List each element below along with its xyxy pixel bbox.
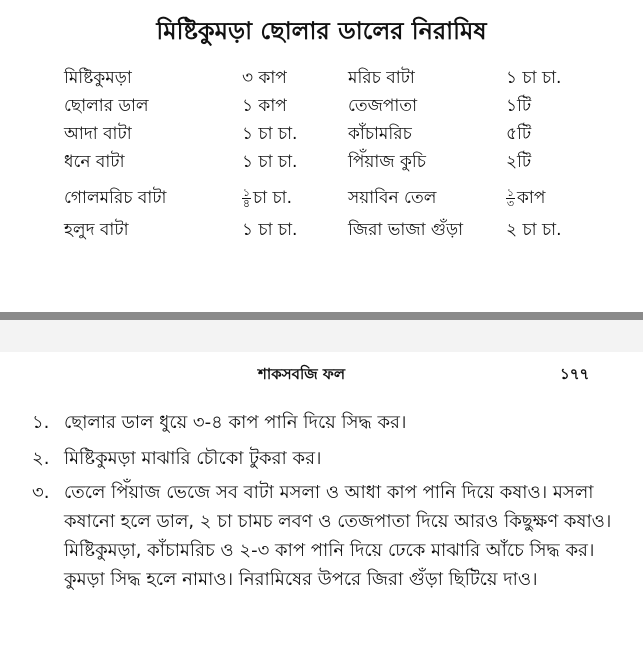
fraction-denominator: ৪ — [242, 196, 251, 210]
ingredient-name: সয়াবিন তেল — [348, 188, 437, 208]
qty-unit: কাপ — [517, 188, 546, 208]
section-header: শাকসবজি ফল — [258, 365, 346, 383]
ingredient-qty: ১ চা চা. — [506, 68, 562, 88]
ingredient-name: কাঁচামরিচ — [348, 124, 412, 144]
ingredient-qty: ৩ কাপ — [242, 68, 287, 88]
recipe-page-top — [0, 0, 643, 312]
fraction — [506, 185, 515, 210]
step-text: মিষ্টিকুমড়া মাঝারি চৌকো টুকরা কর। — [64, 448, 322, 469]
recipe-title: মিষ্টিকুমড়া ছোলার ডালের নিরামিষ — [156, 17, 487, 45]
fraction-denominator: ৩ — [506, 196, 515, 210]
ingredient-name: জিরা ভাজা গুঁড়া — [348, 220, 464, 240]
ingredient-qty: ২ চা চা. — [506, 220, 562, 240]
fraction-numerator: ১ — [242, 185, 251, 199]
step-text: তেলে পিঁয়াজ ভেজে সব বাটা মসলা ও আধা কাপ পানি দিয়ে কষাও। মসলা কষানো হলে ডাল, ২ চা চামচ লবণ ও তেজপাতা দিয়ে আরও কিছুক্ষণ কষাও। মিষ্টিকুমড়া, কাঁচামরিচ ও ২-৩ কাপ পানি দিয়ে ঢেকে মাঝারি আঁচে সিদ্ধ কর। কুমড়া সিদ্ধ হলে নামাও। নিরামিষের উপরে জিরা গুঁড়া ছিটিয়ে দাও। — [64, 482, 612, 590]
ingredient-name: তেজপাতা — [348, 96, 418, 116]
ingredient-qty-fraction — [242, 186, 292, 210]
ingredient-qty-fraction — [506, 186, 545, 210]
page-divider — [0, 312, 643, 320]
step-number: ৩. — [32, 482, 50, 503]
ingredient-name: আদা বাটা — [64, 124, 132, 144]
ingredient-qty: ২টি — [506, 152, 532, 172]
fraction — [242, 185, 251, 210]
ingredient-name: ধনে বাটা — [64, 152, 125, 172]
ingredient-qty: ১টি — [506, 96, 532, 116]
ingredient-qty: ১ চা চা. — [242, 124, 298, 144]
ingredient-name: হলুদ বাটা — [64, 220, 129, 240]
ingredient-qty: ১ চা চা. — [242, 152, 298, 172]
ingredient-name: মিষ্টিকুমড়া — [64, 68, 132, 88]
step-number: ১. — [32, 412, 50, 433]
ingredient-name: পিঁয়াজ কুচি — [348, 152, 426, 172]
qty-unit: চা চা. — [253, 188, 293, 208]
ingredient-name: ছোলার ডাল — [64, 96, 149, 116]
ingredient-qty: ১ চা চা. — [242, 220, 298, 240]
ingredient-name: মরিচ বাটা — [348, 68, 415, 88]
ingredient-name: গোলমরিচ বাটা — [64, 188, 167, 208]
step-number: ২. — [32, 448, 50, 469]
ingredient-qty: ৫টি — [506, 124, 532, 144]
step-text: ছোলার ডাল ধুয়ে ৩-৪ কাপ পানি দিয়ে সিদ্ধ কর। — [64, 412, 407, 433]
page-gap — [0, 320, 643, 352]
ingredient-qty: ১ কাপ — [242, 96, 287, 116]
page-number: ১৭৭ — [560, 365, 590, 383]
fraction-numerator: ১ — [506, 185, 515, 199]
